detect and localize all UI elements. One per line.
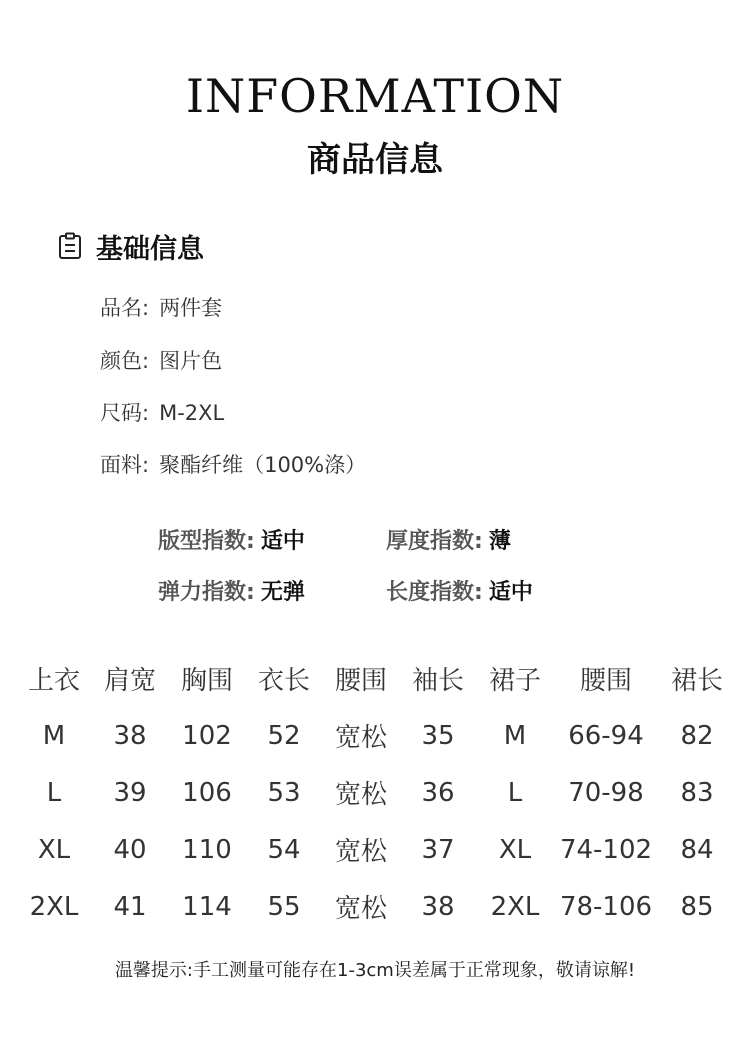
column-header: 腰围 [334, 666, 387, 696]
table-cell: 74-102 [559, 834, 653, 865]
table-cell: 55 [267, 891, 301, 922]
table-cell: 宽松 [334, 837, 387, 867]
table-cell: 宽松 [334, 723, 387, 753]
info-label: 面料: [100, 453, 150, 477]
size-table [16, 650, 736, 935]
index-thickness [386, 526, 511, 558]
index-value: 无弹 [260, 580, 305, 605]
index-value: 适中 [488, 580, 533, 605]
info-row-size [100, 398, 224, 428]
column-header: 上衣 [27, 666, 80, 696]
table-cell: 40 [113, 834, 147, 865]
table-row [16, 707, 736, 764]
table-cell: 52 [267, 720, 301, 751]
table-cell: 66-94 [568, 720, 644, 751]
table-cell: 85 [680, 891, 714, 922]
table-cell: 102 [182, 720, 232, 751]
index-label: 厚度指数: [386, 529, 483, 554]
index-label: 弹力指数: [158, 580, 255, 605]
table-cell: 2XL [29, 891, 79, 922]
info-value: 聚酯纤维（100%涤） [159, 453, 367, 477]
title-chinese: 商品信息 [307, 140, 443, 180]
info-label: 品名: [100, 296, 150, 320]
column-header: 裙长 [670, 666, 723, 696]
info-value: 图片色 [159, 349, 223, 373]
info-value: 两件套 [159, 296, 223, 320]
section-header [58, 228, 204, 264]
column-header: 肩宽 [103, 666, 156, 696]
table-cell: XL [37, 834, 71, 865]
table-cell: 53 [267, 777, 301, 808]
index-label: 长度指数: [386, 580, 483, 605]
section-title: 基础信息 [96, 233, 204, 265]
table-cell: 84 [680, 834, 714, 865]
column-header: 衣长 [257, 666, 310, 696]
table-cell: XL [498, 834, 532, 865]
index-fit [158, 526, 305, 558]
table-row [16, 764, 736, 821]
info-label: 尺码: [100, 401, 150, 425]
info-label: 颜色: [100, 349, 150, 373]
info-value: M-2XL [159, 401, 225, 425]
table-cell: 39 [113, 777, 147, 808]
table-row [16, 821, 736, 878]
info-row-fabric [100, 450, 366, 480]
footer-note: 温馨提示:手工测量可能存在1-3cm误差属于正常现象，敬请谅解! [114, 960, 636, 981]
table-cell: 35 [421, 720, 455, 751]
table-cell: 110 [182, 834, 232, 865]
column-header: 袖长 [411, 666, 464, 696]
table-cell: 38 [421, 891, 455, 922]
table-cell: 2XL [490, 891, 540, 922]
index-value: 适中 [260, 529, 305, 554]
column-header: 腰围 [579, 666, 632, 696]
table-cell: L [507, 777, 523, 808]
table-cell: 36 [421, 777, 455, 808]
table-cell: 41 [113, 891, 147, 922]
table-header-row [16, 650, 736, 707]
table-cell: 83 [680, 777, 714, 808]
clipboard-icon [58, 232, 82, 260]
table-cell: 38 [113, 720, 147, 751]
info-row-name [100, 293, 222, 323]
index-label: 版型指数: [158, 529, 255, 554]
table-cell: 54 [267, 834, 301, 865]
table-cell: 106 [182, 777, 232, 808]
table-cell: 宽松 [334, 894, 387, 924]
table-cell: 114 [182, 891, 232, 922]
table-cell: 37 [421, 834, 455, 865]
column-header: 胸围 [180, 666, 233, 696]
table-cell: M [503, 720, 527, 751]
info-row-color [100, 346, 222, 376]
table-row [16, 878, 736, 935]
index-elasticity [158, 577, 305, 609]
table-cell: L [46, 777, 62, 808]
table-cell: 78-106 [559, 891, 653, 922]
table-cell: 宽松 [334, 780, 387, 810]
table-cell: 70-98 [568, 777, 644, 808]
index-value: 薄 [488, 529, 511, 554]
table-cell: 82 [680, 720, 714, 751]
title-english: INFORMATION [185, 69, 565, 123]
index-length [386, 577, 533, 609]
table-cell: M [42, 720, 66, 751]
column-header: 裙子 [488, 666, 541, 696]
